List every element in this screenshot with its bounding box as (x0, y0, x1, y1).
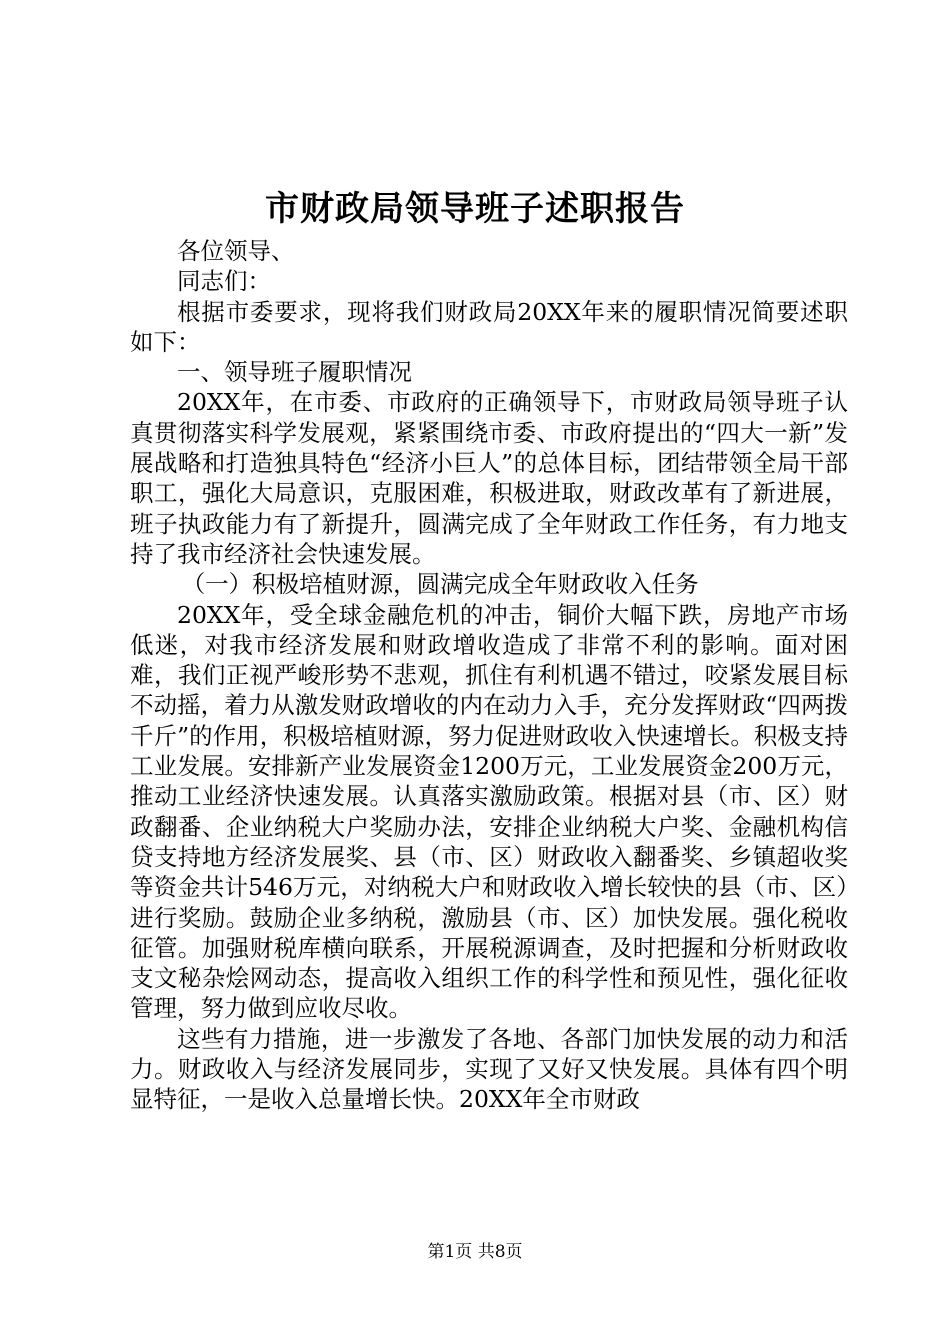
body-paragraph: 这些有力措施，进一步激发了各地、各部门加快发展的动力和活力。财政收入与经济发展同步，实现了又好又快发展。具体有四个明显特征，一是收入总量增长快。20XX年全市财政 (130, 1024, 848, 1114)
document-title: 市财政局领导班子述职报告 (265, 189, 685, 229)
document-body (130, 236, 848, 1115)
page-number-footer: 第1页 共8页 (427, 1242, 523, 1262)
body-paragraph: 20XX年，受全球金融危机的冲击，铜价大幅下跌，房地产市场低迷，对我市经济发展和财政增收造成了非常不利的影响。面对困难，我们正视严峻形势不悲观，抓住有利机遇不错过，咬紧发展目标不动摇，着力从激发财政增收的内在动力入手，充分发挥财政“四两拨千斤”的作用，积极培植财源，努力促进财政收入快速增长。积极支持工业发展。安排新产业发展资金1200万元，工业发展资金200万元，推动工业经济快速发展。认真落实激励政策。根据对县（市、区）财政翻番、企业纳税大户奖励办法，安排企业纳税大户奖、金融机构信贷支持地方经济发展奖、县（市、区）财政收入翻番奖、乡镇超收奖等资金共计546万元，对纳税大户和财政收入增长较快的县（市、区）进行奖励。鼓励企业多纳税，激励县（市、区）加快发展。强化税收征管。加强财税库横向联系，开展税源调查，及时把握和分析财政收支文秘杂烩网动态，提高收入组织工作的科学性和预见性，强化征收管理，努力做到应收尽收。 (130, 600, 848, 1023)
intro-paragraph: 根据市委要求，现将我们财政局20XX年来的履职情况简要述职如下： (130, 297, 848, 356)
subsection-heading: （一）积极培植财源，圆满完成全年财政收入任务 (181, 570, 699, 599)
body-paragraph: 20XX年，在市委、市政府的正确领导下，市财政局领导班子认真贯彻落实科学发展观，紧紧围绕市委、市政府提出的“四大一新”发展战略和打造独具特色“经济小巨人”的总体目标，团结带领全局干部职工，强化大局意识，克服困难，积极进取，财政改革有了新进展，班子执政能力有了新提升，圆满完成了全年财政工作任务，有力地支持了我市经济社会快速发展。 (130, 388, 848, 568)
section-heading: 一、领导班子履职情况 (177, 358, 412, 387)
salutation-line-2: 同志们： (177, 267, 271, 296)
salutation-line-1: 各位领导、 (177, 237, 295, 265)
